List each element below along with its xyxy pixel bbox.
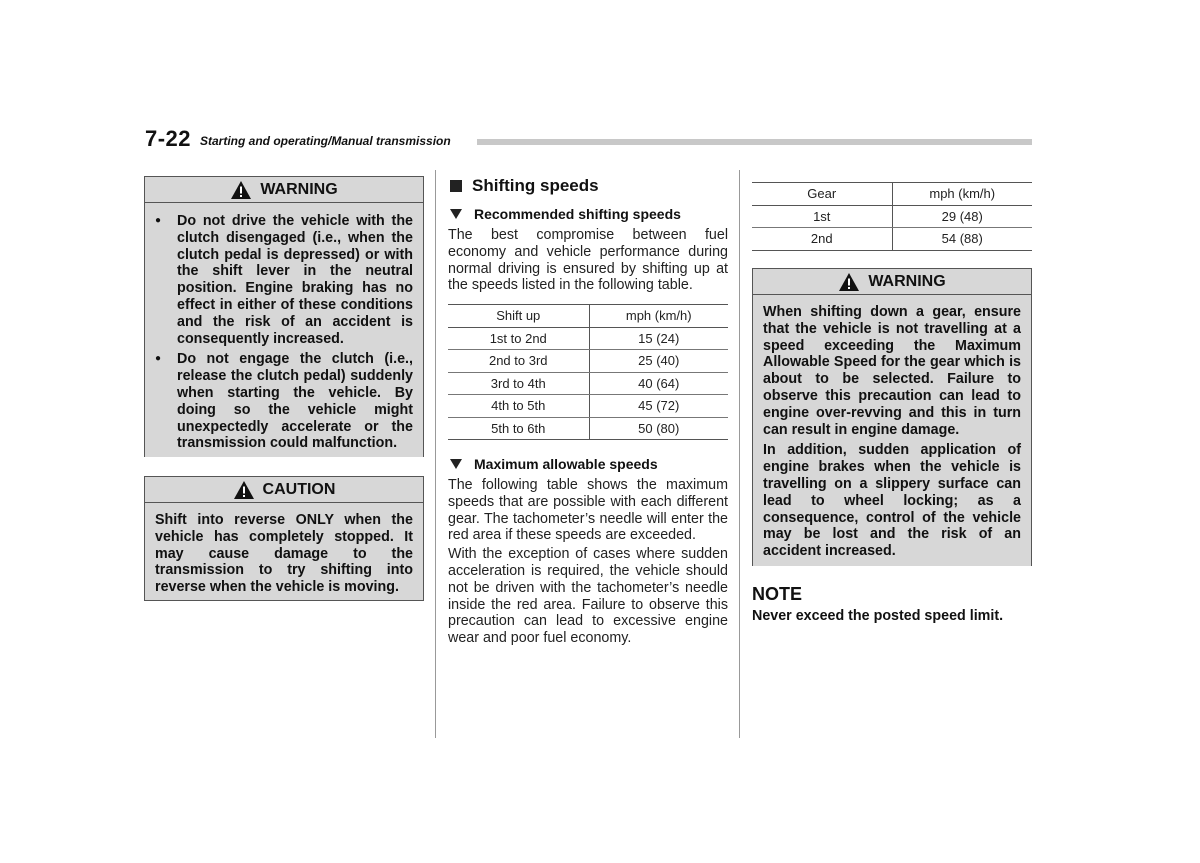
- caution-text: Shift into reverse ONLY when the vehicle has completely stopped. It may cause damage to the transmission to try shifting into reverse when the vehicle is moving.: [155, 512, 413, 596]
- column-divider-right: [739, 170, 740, 738]
- recommended-shifting-heading: Recommended shifting speeds: [450, 206, 681, 222]
- column-header: Shift up: [448, 305, 589, 328]
- warning-title: WARNING: [868, 272, 946, 290]
- table-cell: 3rd to 4th: [448, 372, 589, 395]
- gear-speed-table: [752, 182, 1032, 251]
- shifting-speeds-heading: Shifting speeds: [450, 176, 599, 196]
- table-row: [448, 417, 728, 440]
- table-cell: 15 (24): [589, 327, 728, 350]
- warning-box-right: [752, 268, 1032, 566]
- max-allowable-heading: Maximum allowable speeds: [450, 456, 658, 472]
- table-cell: 1st to 2nd: [448, 327, 589, 350]
- table-cell: 45 (72): [589, 395, 728, 418]
- bullet-icon: ●: [155, 353, 162, 365]
- caution-triangle-icon: [233, 480, 255, 500]
- warning-text: In addition, sudden application of engine brakes when the vehicle is travelling on a slippery surface can lead to wheel locking; as a consequence, control of the vehicle may be lost and the risk of an accident increased.: [763, 442, 1021, 560]
- column-header: mph (km/h): [589, 305, 728, 328]
- table-header-row: [448, 305, 728, 328]
- table-cell: 54 (88): [892, 228, 1032, 251]
- bullet-icon: ●: [155, 215, 162, 226]
- warning-header: [145, 177, 423, 203]
- table-cell: 50 (80): [589, 417, 728, 440]
- table-row: [448, 327, 728, 350]
- note-text: Never exceed the posted speed limit.: [752, 608, 1004, 624]
- table-row: [752, 205, 1032, 228]
- table-row: [448, 350, 728, 373]
- table-cell: 4th to 5th: [448, 395, 589, 418]
- caution-title: CAUTION: [262, 480, 336, 498]
- page-header: [145, 126, 1032, 150]
- warning-title: WARNING: [260, 180, 338, 198]
- warning-triangle-icon: [838, 272, 860, 292]
- header-rule: [477, 139, 1032, 145]
- warning-item: ● Do not drive the vehicle with the clutch disengaged (i.e., when the clutch pedal is depressed) or with the shift lever in the neutral position. Engine braking has no effect in either of these conditions and the risk of an accident is consequently increased.: [155, 213, 413, 347]
- table-cell: 5th to 6th: [448, 417, 589, 440]
- column-header: mph (km/h): [892, 183, 1032, 206]
- page-number: 7-22: [145, 126, 192, 151]
- section-title: Starting and operating/Manual transmission: [200, 134, 451, 148]
- warning-body: [753, 295, 1031, 566]
- table-row: [448, 395, 728, 418]
- caution-box: [144, 476, 424, 601]
- note-title: NOTE: [752, 584, 803, 604]
- table-cell: 29 (48): [892, 205, 1032, 228]
- table-cell: 1st: [752, 205, 892, 228]
- column-divider-left: [435, 170, 436, 738]
- warning-box-left: [144, 176, 424, 457]
- max-allowable-text: The following table shows the maximum speeds that are possible with each different gear. The tachometer’s needle will enter the red area if these speeds are exceeded. With the exception of cases where sudden acceleration is required, the vehicle should not be driven with the tachometer’s needle inside the red area. Failure to observe this precaution can lead to excessive engine wear and poor fuel economy.: [448, 477, 728, 647]
- table-cell: 2nd to 3rd: [448, 350, 589, 373]
- table-header-row: [752, 183, 1032, 206]
- warning-text: When shifting down a gear, ensure that the vehicle is not travelling at a speed exceeding the Maximum Allowable Speed for the gear which is about to be selected. Failure to observe this precaution can lead to engine over-revving and this in turn can result in engine damage.: [763, 304, 1021, 438]
- recommended-shifting-text: The best compromise between fuel economy and vehicle performance during normal driving is ensured by shifting up at the speeds listed in the following table.: [448, 227, 728, 294]
- caution-header: [145, 477, 423, 503]
- warning-triangle-icon: [230, 180, 252, 200]
- triangle-down-icon: [450, 209, 462, 219]
- table-cell: 40 (64): [589, 372, 728, 395]
- warning-header: [753, 269, 1031, 295]
- table-row: [752, 228, 1032, 251]
- triangle-down-icon: [450, 459, 462, 469]
- caution-body: [145, 503, 423, 600]
- table-cell: 25 (40): [589, 350, 728, 373]
- warning-body: [145, 203, 423, 457]
- column-header: Gear: [752, 183, 892, 206]
- table-row: [448, 372, 728, 395]
- square-bullet-icon: [450, 180, 462, 192]
- table-cell: 2nd: [752, 228, 892, 251]
- warning-item: ● Do not engage the clutch (i.e., release the clutch pedal) suddenly when starting the vehicle. By doing so the vehicle might unexpectedly accelerate or the transmission could malfunction.: [155, 351, 413, 452]
- shift-up-table: [448, 304, 728, 440]
